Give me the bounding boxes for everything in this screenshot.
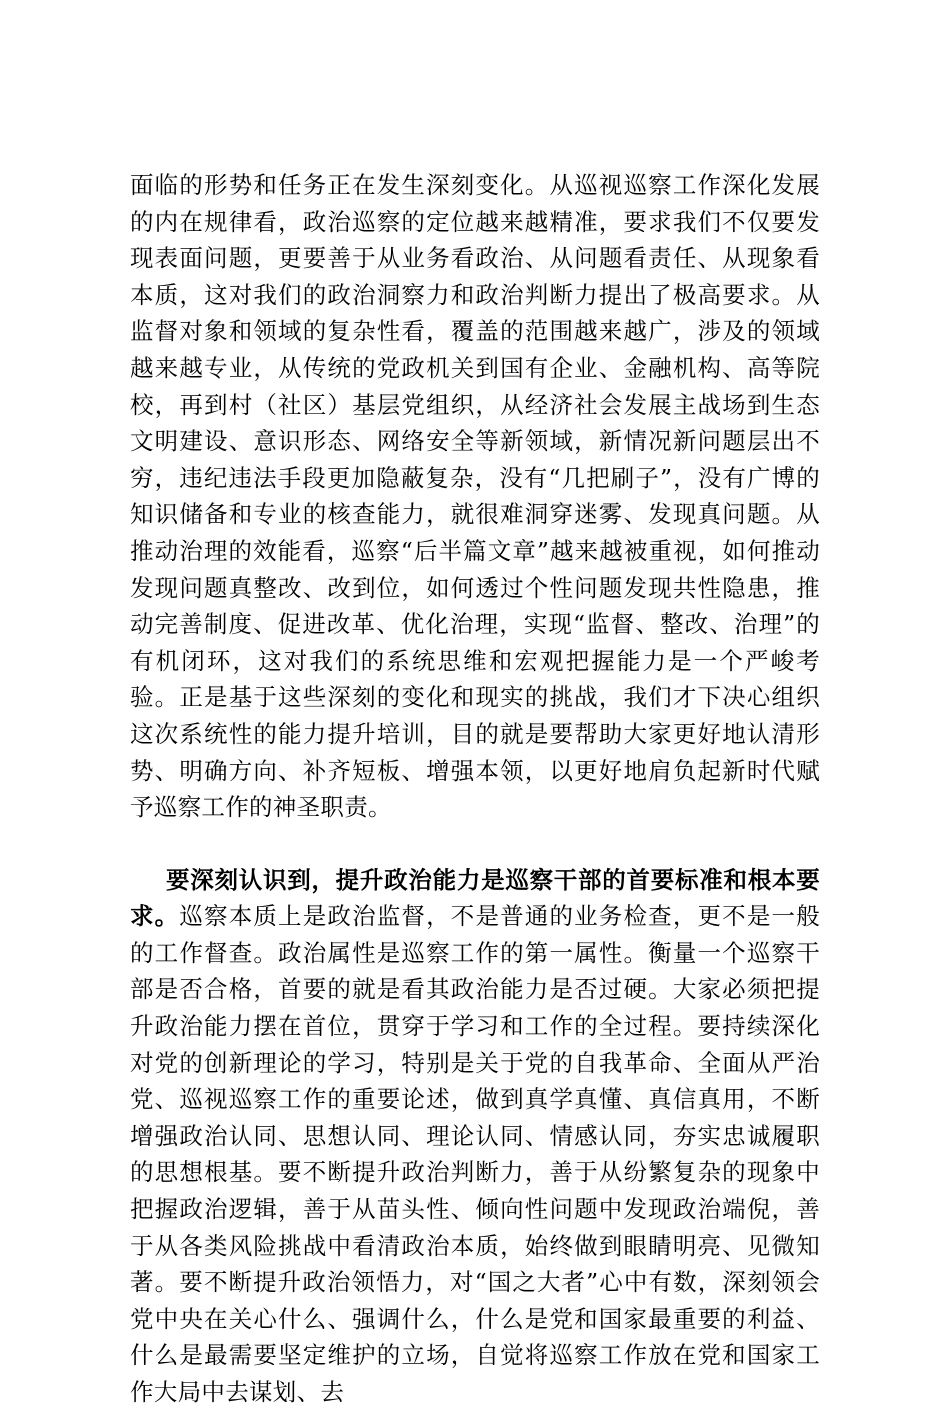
- paragraph-1: 面临的形势和任务正在发生深刻变化。从巡视巡察工作深化发展的内在规律看，政治巡察的定位越来越精准，要求我们不仅要发现表面问题，更要善于从业务看政治、从问题看责任、从现象看本质，这对我们的政治洞察力和政治判断力提出了极高要求。从监督对象和领域的复杂性看，覆盖的范围越来越广，涉及的领域越来越专业，从传统的党政机关到国有企业、金融机构、高等院校，再到村（社区）基层党组织，从经济社会发展主战场到生态文明建设、意识形态、网络安全等新领域，新情况新问题层出不穷，违纪违法手段更加隐蔽复杂，没有“几把刷子”，没有广博的知识储备和专业的核查能力，就很难洞穿迷雾、发现真问题。从推动治理的效能看，巡察“后半篇文章”越来越被重视，如何推动发现问题真整改、改到位，如何透过个性问题发现共性隐患，推动完善制度、促进改革、优化治理，实现“监督、整改、治理”的有机闭环，这对我们的系统思维和宏观把握能力是一个严峻考验。正是基于这些深刻的变化和现实的挑战，我们才下决心组织这次系统性的能力提升培训，目的就是要帮助大家更好地认清形势、明确方向、补齐短板、增强本领，以更好地肩负起新时代赋予巡察工作的神圣职责。: [130, 171, 820, 822]
- paragraph-2: [130, 862, 820, 1411]
- paragraph-2-lead: 要深刻认识到，提升政治能力是巡察干部的首要标准和根本要求。: [130, 865, 820, 931]
- paragraph-2-body: 巡察本质上是政治监督，不是普通的业务检查，更不是一般的工作督查。政治属性是巡察工作的第一属性。衡量一个巡察干部是否合格，首要的就是看其政治能力是否过硬。大家必须把提升政治能力摆在首位，贯穿于学习和工作的全过程。要持续深化对党的创新理论的学习，特别是关于党的自我革命、全面从严治党、巡视巡察工作的重要论述，做到真学真懂、真信真用，不断增强政治认同、思想认同、理论认同、情感认同，夯实忠诚履职的思想根基。要不断提升政治判断力，善于从纷繁复杂的现象中把握政治逻辑，善于从苗头性、倾向性问题中发现政治端倪，善于从各类风险挑战中看清政治本质，始终做到眼睛明亮、见微知著。要不断提升政治领悟力，对“国之大者”心中有数，深刻领会党中央在关心什么、强调什么，什么是党和国家最重要的利益、什么是最需要坚定维护的立场，自觉将巡察工作放在党和国家工作大局中去谋划、去: [130, 902, 820, 1406]
- paragraph-spacer: [130, 826, 820, 862]
- document-page: [130, 167, 820, 1411]
